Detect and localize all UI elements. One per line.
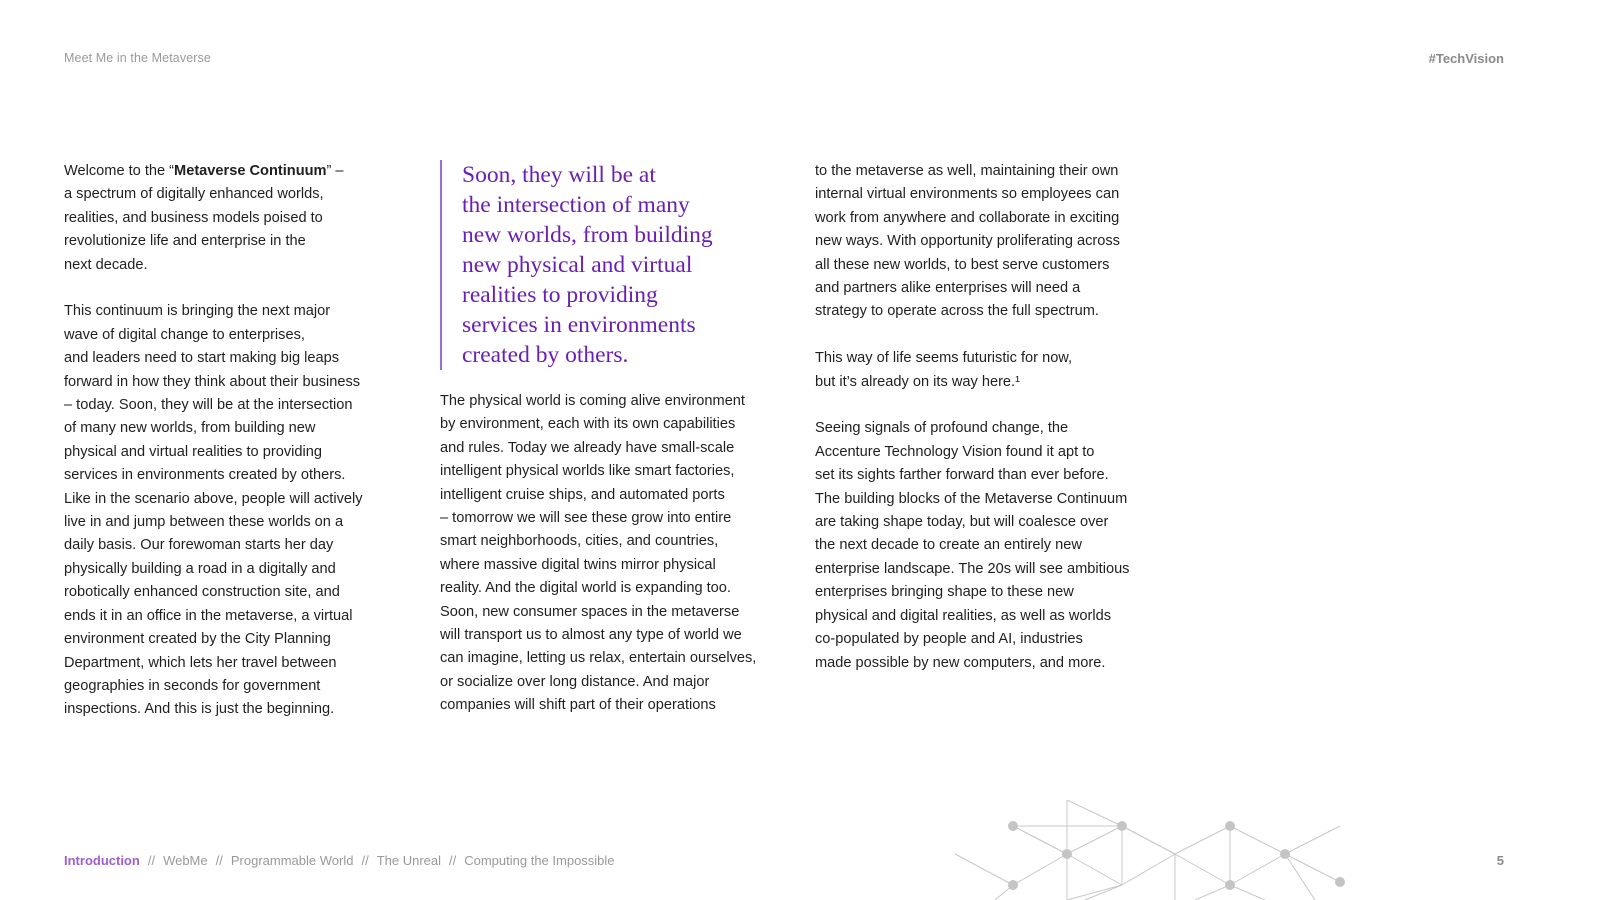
text-line: to the metaverse as well, maintaining their own	[815, 163, 1119, 179]
text-line: The physical world is coming alive environment	[440, 393, 745, 409]
text-line: physically building a road in a digitally and	[64, 560, 336, 577]
text-line: of many new worlds, from building new	[64, 420, 316, 437]
text-line: forward in how they think about their business	[64, 373, 361, 390]
quote-line: Soon, they will be at	[462, 162, 656, 188]
quote-line: new physical and virtual	[462, 252, 693, 278]
text-line: are taking shape today, but will coalesce over	[815, 514, 1109, 531]
text-line: and leaders need to start making big leaps	[64, 350, 340, 367]
text-line: set its sights farther forward than ever before.	[815, 467, 1109, 484]
text-line: This way of life seems futuristic for now,	[815, 350, 1073, 367]
quote-line: created by others.	[462, 342, 629, 368]
futuristic-paragraph	[815, 347, 1155, 394]
nav-item-programmable-world[interactable]: Programmable World	[230, 853, 354, 868]
nav-item-computing-the-impossible[interactable]: Computing the Impossible	[464, 853, 615, 868]
text-line: Soon, new consumer spaces in the metaverse	[440, 603, 740, 620]
metaverse-operations-paragraph	[815, 160, 1155, 324]
text-line: a spectrum of digitally enhanced worlds,	[64, 186, 324, 203]
text-line: reality. And the digital world is expanding too.	[440, 580, 731, 597]
nav-item-webme[interactable]: WebMe	[163, 853, 208, 868]
text-line: robotically enhanced construction site, and	[64, 584, 340, 601]
text-line: – today. Soon, they will be at the intersection	[64, 397, 353, 414]
hashtag: #TechVision	[1428, 51, 1504, 66]
text-line: and partners alike enterprises will need a	[815, 280, 1081, 297]
intro-first-line: Welcome to the “Metaverse Continuum” –	[64, 163, 344, 179]
text-line: Seeing signals of profound change, the	[815, 420, 1069, 437]
text-line: intelligent physical worlds like smart factories,	[440, 463, 735, 480]
text-line: and rules. Today we already have small-scale	[440, 439, 735, 456]
text-line: The building blocks of the Metaverse Continuum	[815, 490, 1128, 507]
text-line: next decade.	[64, 256, 148, 273]
text-line: daily basis. Our forewoman starts her day	[64, 537, 334, 554]
text-line: companies will shift part of their operations	[440, 697, 716, 714]
text-line: enterprises bringing shape to these new	[815, 584, 1074, 601]
text-line: new ways. With opportunity proliferating across	[815, 233, 1120, 250]
text-line: wave of digital change to enterprises,	[64, 326, 305, 343]
text-line: geographies in seconds for government	[64, 677, 321, 694]
intro-paragraph	[64, 160, 384, 277]
text-line: Like in the scenario above, people will actively	[64, 490, 363, 507]
text-line: but it’s already on its way here.¹	[815, 373, 1020, 390]
text-line: physical and digital realities, as well as worlds	[815, 607, 1112, 624]
nav-separator: //	[215, 853, 223, 868]
text-line: services in environments created by others.	[64, 467, 346, 484]
text-line: Department, which lets her travel between	[64, 654, 337, 671]
text-line: – tomorrow we will see these grow into entire	[440, 510, 732, 527]
section-title: Meet Me in the Metaverse	[64, 51, 211, 65]
text-line: Accenture Technology Vision found it apt to	[815, 443, 1095, 460]
pull-quote	[440, 160, 770, 370]
text-line: where massive digital twins mirror physical	[440, 556, 716, 573]
text-line: This continuum is bringing the next major	[64, 303, 331, 320]
quote-line: realities to providing	[462, 282, 658, 308]
signals-paragraph	[815, 417, 1155, 674]
nav-separator: //	[361, 853, 369, 868]
text-line: physical and virtual realities to providing	[64, 443, 322, 460]
column-1	[64, 160, 384, 745]
text-line: the next decade to create an entirely new	[815, 537, 1082, 554]
quote-line: new worlds, from building	[462, 222, 713, 248]
text-line: work from anywhere and collaborate in exciting	[815, 209, 1120, 226]
quote-line: the intersection of many	[462, 192, 690, 218]
text-line: strategy to operate across the full spectrum.	[815, 303, 1099, 320]
page-number: 5	[1496, 853, 1504, 868]
text-line: live in and jump between these worlds on a	[64, 514, 344, 531]
text-line: intelligent cruise ships, and automated ports	[440, 486, 725, 503]
text-line: ends it in an office in the metaverse, a virtual	[64, 607, 353, 624]
nav-separator: //	[449, 853, 457, 868]
text-line: will transport us to almost any type of world we	[440, 627, 742, 644]
text-line: environment created by the City Planning	[64, 631, 331, 648]
text-line: enterprise landscape. The 20s will see ambitious	[815, 560, 1130, 577]
text-line: revolutionize life and enterprise in the	[64, 233, 306, 250]
text-line: or socialize over long distance. And major	[440, 673, 710, 690]
text-line: all these new worlds, to best serve customers	[815, 256, 1110, 273]
text-line: inspections. And this is just the beginning.	[64, 701, 335, 718]
text-line: realities, and business models poised to	[64, 209, 323, 226]
nav-separator: //	[147, 853, 156, 868]
text-line: by environment, each with its own capabilities	[440, 416, 736, 433]
quote-line: services in environments	[462, 312, 696, 338]
nav-item-introduction[interactable]: Introduction	[64, 853, 140, 868]
text-line: smart neighborhoods, cities, and countries,	[440, 533, 719, 550]
text-line: co-populated by people and AI, industries	[815, 631, 1083, 648]
text-line: can imagine, letting us relax, entertain ourselves,	[440, 650, 757, 667]
column-3	[815, 160, 1155, 698]
physical-world-paragraph	[440, 390, 770, 718]
network-graph-icon	[955, 800, 1345, 900]
text-line: internal virtual environments so employees can	[815, 186, 1120, 203]
column-2	[440, 160, 770, 718]
footer-navigation	[64, 853, 615, 868]
continuum-paragraph	[64, 300, 384, 721]
text-line: made possible by new computers, and more.	[815, 654, 1106, 671]
metaverse-continuum-term: Metaverse Continuum	[174, 163, 327, 179]
nav-item-the-unreal[interactable]: The Unreal	[376, 853, 441, 868]
